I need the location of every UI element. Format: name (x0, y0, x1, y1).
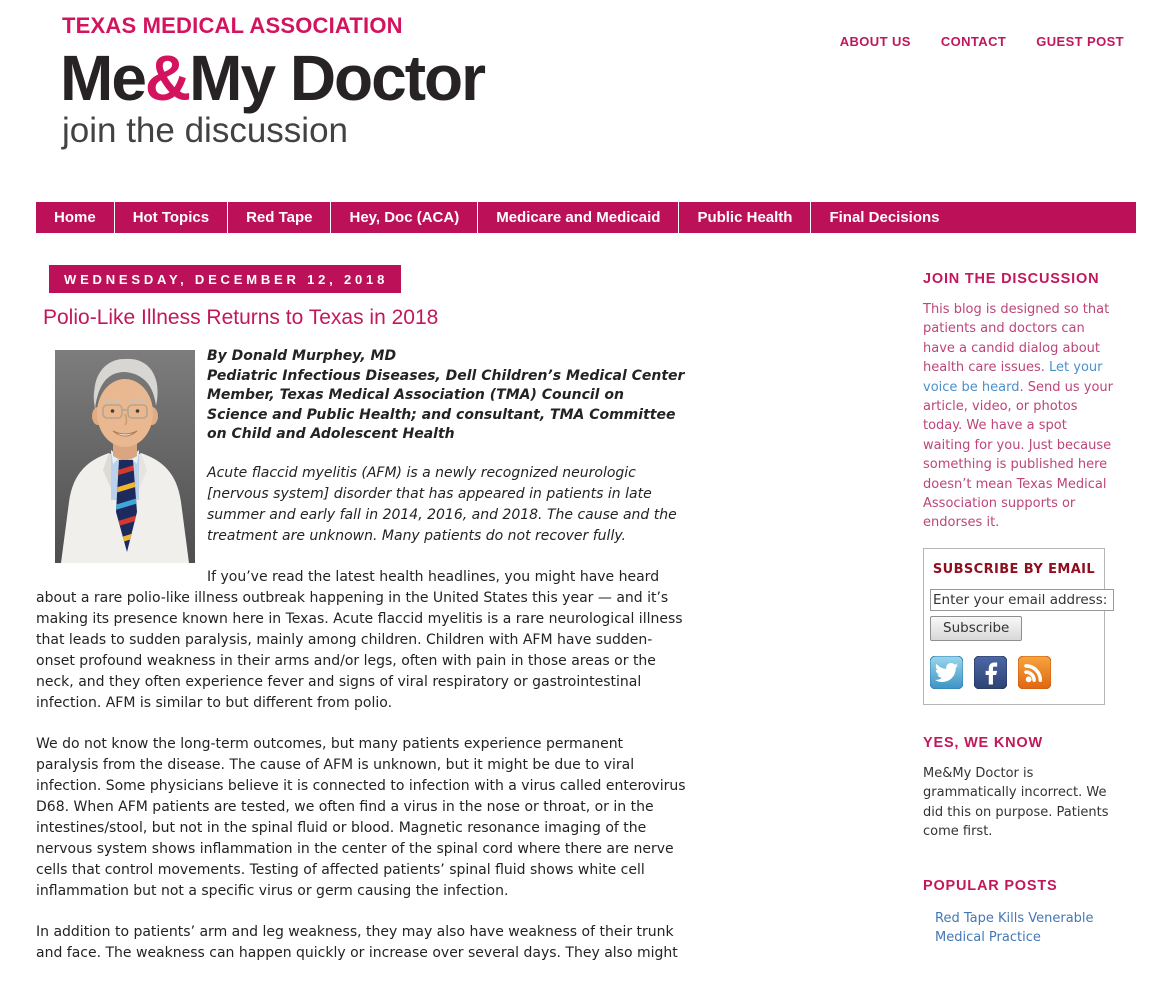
join-discussion-heading: JOIN THE DISCUSSION (923, 271, 1100, 287)
guest-post-link[interactable]: GUEST POST (1036, 34, 1124, 49)
nav-red-tape[interactable]: Red Tape (227, 202, 330, 233)
about-us-link[interactable]: ABOUT US (839, 34, 911, 49)
logo-rest: My Doctor (189, 42, 485, 114)
subscribe-box (923, 548, 1105, 705)
nav-home[interactable]: Home (54, 209, 96, 226)
nav-public-health[interactable]: Public Health (678, 202, 810, 233)
popular-posts-heading: POPULAR POSTS (923, 877, 1058, 894)
popular-post-link[interactable]: Red Tape Kills Venerable Medical Practice (935, 910, 1094, 945)
author-photo[interactable] (55, 350, 195, 563)
join-text-before: This blog is designed so that patients and doctors can have a candid dialog about health care issues. (923, 302, 1110, 376)
byline-line: Pediatric Infectious Diseases, Dell Children’s Medical Center (207, 367, 685, 384)
sidebar (923, 265, 1115, 947)
social-icons (930, 656, 1098, 689)
article-paragraph: If you’ve read the latest health headlines, you might have heard about a rare polio-like illness outbreak happening in the United States this year — and it’s making its presence known here in Texas. Acute flaccid myelitis is a rare neurological illness that leads to sudden paralysis, mainly among children. Children with AFM have sudden-onset profound weakness in their arms and/or legs, often with pain in those areas or the neck, and they often experience fever and signs of viral respiratory or gastrointestinal infection. AFM is similar to but different from polio. (36, 568, 683, 711)
main-navbar (36, 202, 1136, 233)
post-title[interactable]: Polio-Like Illness Returns to Texas in 2018 (43, 306, 439, 329)
byline-line: By Donald Murphey, MD (207, 348, 397, 364)
email-input[interactable] (930, 589, 1114, 611)
voice-heard-link[interactable]: Let your voice be heard (923, 360, 1103, 395)
article-body (36, 347, 686, 964)
nav-hot-topics[interactable]: Hot Topics (114, 202, 227, 233)
nav-final-decisions[interactable]: Final Decisions (810, 202, 957, 233)
org-name: TEXAS MEDICAL ASSOCIATION (62, 13, 403, 38)
post-date-banner: WEDNESDAY, DECEMBER 12, 2018 (49, 265, 401, 293)
logo-me: Me (60, 42, 145, 114)
blog-logo[interactable] (60, 42, 485, 114)
facebook-icon[interactable] (974, 656, 1007, 689)
yes-we-know-text: Me&My Doctor is grammatically incorrect. We did this on purpose. Patients come first. (923, 765, 1109, 840)
nav-medicare-medicaid[interactable]: Medicare and Medicaid (477, 202, 678, 233)
header-links (840, 34, 1124, 49)
doctor-portrait-image (55, 350, 195, 563)
blog-tagline: join the discussion (62, 111, 348, 150)
article-paragraph: We do not know the long-term outcomes, but many patients experience permanent paralysis from the disease. The cause of AFM is unknown, but it might be due to viral infection. Some physicians believe it is connected to infection with a virus called enterovirus D68. When AFM patients are tested, we often find a virus in the nose or throat, or in the intestines/stool, but not in the spinal fluid or blood. Magnetic resonance imaging of the nervous system shows inflammation in the center of the spinal cord where there are nerve cells that control movements. Testing of affected patients’ spinal fluid shows white cell inflammation but not a specific virus or germ causing the infection. (36, 735, 686, 899)
join-discussion-text (923, 300, 1115, 533)
twitter-icon[interactable] (930, 656, 963, 689)
logo-ampersand: & (144, 42, 190, 114)
subscribe-heading: SUBSCRIBE BY EMAIL (932, 561, 1096, 577)
article-lede: Acute flaccid myelitis (AFM) is a newly recognized neurologic [nervous system] disorder that has appeared in patients in late summer and early fall in 2014, 2016, and 2018. The cause and the treatment are unknown. Many patients do not recover fully. (207, 464, 677, 544)
article-paragraph: In addition to patients’ arm and leg weakness, they may also have weakness of their trunk and face. The weakness can happen quickly or increase over several days. They also might (36, 923, 678, 961)
join-text-after: . Send us your article, video, or photos today. We have a spot waiting for you. Just because something is published here doesn’t mean Texas Medical Association supports or endorses it. (923, 379, 1114, 531)
contact-link[interactable]: CONTACT (940, 34, 1007, 49)
rss-icon[interactable] (1018, 656, 1051, 689)
yes-we-know-heading: YES, WE KNOW (923, 734, 1043, 751)
main-column (36, 265, 686, 984)
nav-hey-doc-aca[interactable]: Hey, Doc (ACA) (330, 202, 477, 233)
byline-line: Member, Texas Medical Association (TMA) Council on Science and Public Health; and consultant, TMA Committee on Child and Adolescent Health (207, 387, 676, 442)
subscribe-button[interactable]: Subscribe (930, 616, 1022, 641)
